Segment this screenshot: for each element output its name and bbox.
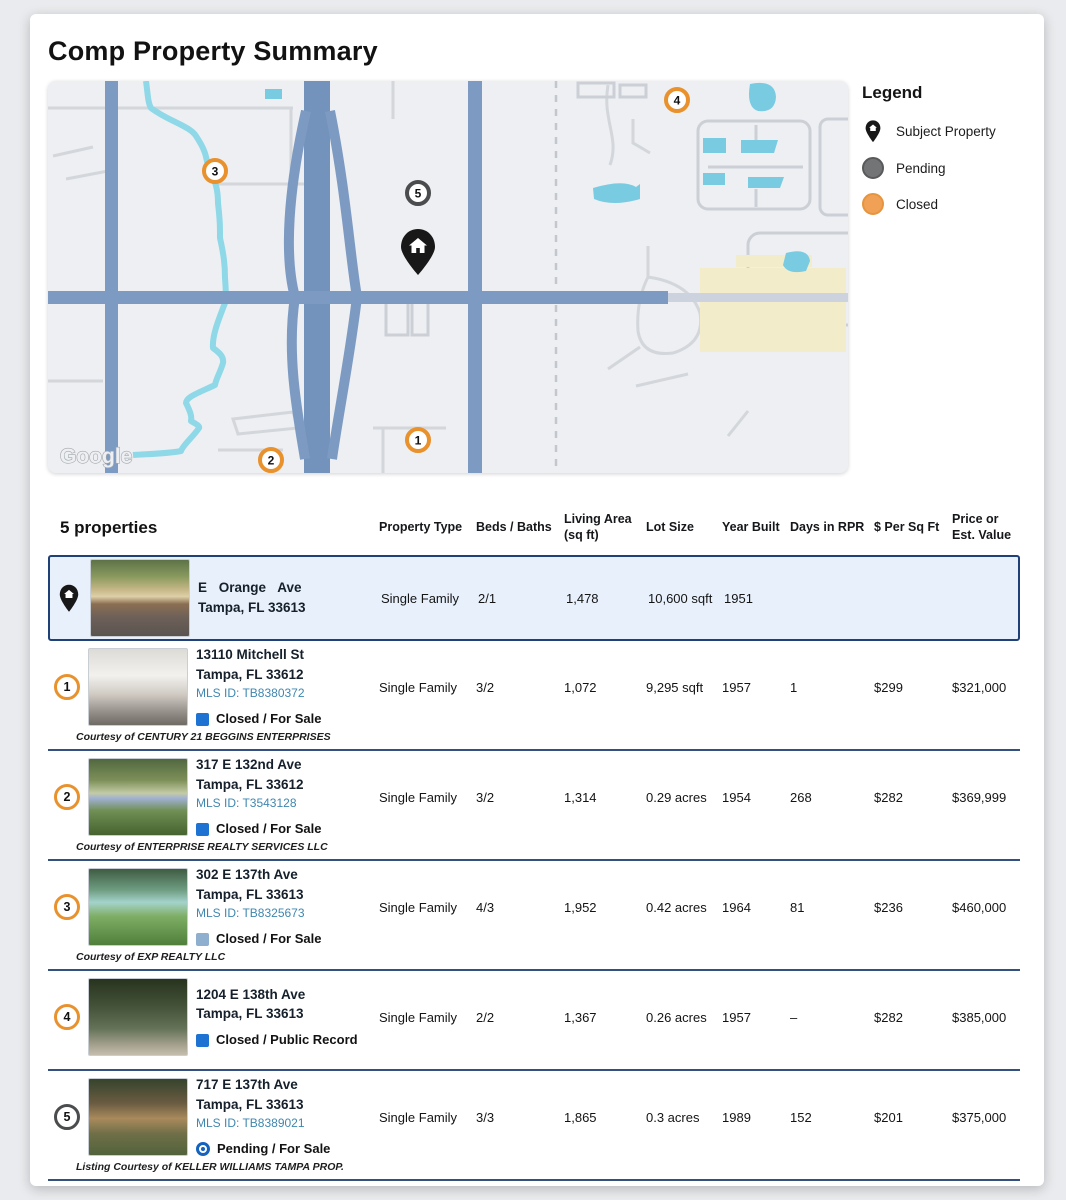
price: $460,000 bbox=[952, 899, 1007, 915]
price: $369,999 bbox=[952, 789, 1007, 805]
legend-item-subject bbox=[862, 119, 1026, 143]
property-photo[interactable] bbox=[88, 758, 188, 836]
price-per-sqft: $236 bbox=[874, 899, 903, 915]
properties-count: 5 properties bbox=[60, 518, 158, 537]
address-line1: 302 E 137th Ave bbox=[196, 867, 298, 883]
svg-text:3: 3 bbox=[211, 164, 219, 179]
beds-baths: 2/2 bbox=[476, 1009, 495, 1025]
property-type: Single Family bbox=[381, 590, 460, 606]
map-legend bbox=[862, 81, 1026, 229]
legend-label-subject: Subject Property bbox=[896, 123, 996, 139]
courtesy-line: Courtesy of CENTURY 21 BEGGINS ENTERPRISES bbox=[76, 731, 331, 743]
map-marker-1[interactable] bbox=[407, 429, 429, 451]
svg-text:4: 4 bbox=[673, 93, 681, 108]
lot-size: 0.26 acres bbox=[646, 1009, 707, 1025]
property-type: Single Family bbox=[379, 679, 458, 695]
lot-size: 10,600 sqft bbox=[648, 590, 713, 606]
living-area: 1,367 bbox=[564, 1009, 597, 1025]
mls-id[interactable]: MLS ID: TB8380372 bbox=[196, 686, 305, 701]
subject-pin-icon bbox=[57, 583, 81, 613]
map-marker-3[interactable] bbox=[204, 160, 226, 182]
property-photo[interactable] bbox=[88, 1078, 188, 1156]
lot-size: 0.3 acres bbox=[646, 1109, 700, 1125]
legend-label-closed: Closed bbox=[896, 196, 939, 212]
svg-text:1: 1 bbox=[414, 433, 422, 448]
col-price-per-sqft: $ Per Sq Ft bbox=[874, 520, 940, 535]
price: $375,000 bbox=[952, 1109, 1007, 1125]
year-built: 1957 bbox=[722, 679, 751, 695]
courtesy-line: Courtesy of ENTERPRISE REALTY SERVICES LLC bbox=[76, 841, 328, 853]
address-line2: Tampa, FL 33612 bbox=[196, 666, 304, 682]
address-line1: E Orange Ave bbox=[198, 580, 302, 596]
address-line2: Tampa, FL 33612 bbox=[196, 776, 304, 792]
marker-badge-5: 5 bbox=[54, 1104, 80, 1130]
address-line2: Tampa, FL 33613 bbox=[196, 1006, 304, 1022]
map-marker-4[interactable] bbox=[666, 89, 688, 111]
price-per-sqft: $299 bbox=[874, 679, 903, 695]
closed-status-icon bbox=[196, 1034, 209, 1047]
col-price: Price or Est. Value bbox=[952, 512, 1012, 542]
pending-status-icon bbox=[196, 1142, 210, 1156]
marker-badge-1: 1 bbox=[54, 674, 80, 700]
beds-baths: 4/3 bbox=[476, 899, 495, 915]
mls-id[interactable]: MLS ID: TB8325673 bbox=[196, 906, 305, 921]
table-header-row bbox=[48, 503, 1020, 555]
subject-property-row[interactable] bbox=[48, 555, 1020, 641]
svg-text:5: 5 bbox=[414, 186, 422, 201]
beds-baths: 3/3 bbox=[476, 1109, 495, 1125]
map-marker-2[interactable] bbox=[260, 449, 282, 471]
days-in-rpr: 152 bbox=[790, 1109, 812, 1125]
lot-size: 9,295 sqft bbox=[646, 679, 704, 695]
map-marker-5[interactable] bbox=[407, 182, 429, 204]
address-line1: 1204 E 138th Ave bbox=[196, 986, 306, 1002]
days-in-rpr: 81 bbox=[790, 899, 805, 915]
status-label: Closed / For Sale bbox=[216, 930, 322, 946]
property-photo[interactable] bbox=[88, 868, 188, 946]
comp-row-1[interactable] bbox=[48, 641, 1020, 751]
closed-status-icon bbox=[196, 823, 209, 836]
beds-baths: 3/2 bbox=[476, 679, 495, 695]
status-label: Pending / For Sale bbox=[217, 1140, 331, 1156]
lot-size: 0.29 acres bbox=[646, 789, 707, 805]
address-line1: 717 E 137th Ave bbox=[196, 1077, 298, 1093]
living-area: 1,952 bbox=[564, 899, 597, 915]
property-photo[interactable] bbox=[88, 648, 188, 726]
property-photo[interactable] bbox=[90, 559, 190, 637]
living-area: 1,478 bbox=[566, 590, 599, 606]
comp-map[interactable] bbox=[48, 81, 848, 473]
property-photo[interactable] bbox=[88, 978, 188, 1056]
status-label: Closed / Public Record bbox=[216, 1031, 358, 1047]
property-type: Single Family bbox=[379, 1009, 458, 1025]
year-built: 1954 bbox=[722, 789, 751, 805]
address-line2: Tampa, FL 33613 bbox=[196, 886, 304, 902]
beds-baths: 3/2 bbox=[476, 789, 495, 805]
pending-dot-icon bbox=[862, 157, 884, 179]
lot-size: 0.42 acres bbox=[646, 899, 707, 915]
year-built: 1957 bbox=[722, 1009, 751, 1025]
price: $385,000 bbox=[952, 1009, 1007, 1025]
svg-text:2: 2 bbox=[267, 453, 275, 468]
address-line1: 317 E 132nd Ave bbox=[196, 757, 302, 773]
legend-label-pending: Pending bbox=[896, 160, 946, 176]
address-line2: Tampa, FL 33613 bbox=[198, 600, 306, 615]
legend-title: Legend bbox=[862, 83, 923, 102]
legend-item-pending bbox=[862, 157, 1026, 179]
status-label: Closed / For Sale bbox=[216, 710, 322, 726]
subject-pin-icon bbox=[862, 119, 884, 143]
col-year-built: Year Built bbox=[722, 520, 780, 535]
days-in-rpr: – bbox=[790, 1009, 798, 1025]
col-property-type: Property Type bbox=[379, 520, 463, 535]
comp-row-5[interactable] bbox=[48, 1071, 1020, 1181]
google-logo: Google bbox=[60, 445, 133, 468]
comp-table bbox=[48, 503, 1020, 1181]
marker-badge-3: 3 bbox=[54, 894, 80, 920]
year-built: 1951 bbox=[724, 590, 753, 606]
property-type: Single Family bbox=[379, 789, 458, 805]
map-canvas bbox=[48, 81, 848, 473]
page-title: Comp Property Summary bbox=[48, 36, 378, 66]
mls-id[interactable]: MLS ID: T3543128 bbox=[196, 796, 297, 811]
days-in-rpr: 1 bbox=[790, 679, 798, 695]
address-line1: 13110 Mitchell St bbox=[196, 647, 305, 663]
closed-status-icon bbox=[196, 713, 209, 726]
col-days-in-rpr: Days in RPR bbox=[790, 520, 865, 535]
year-built: 1989 bbox=[722, 1109, 751, 1125]
comp-row-2[interactable] bbox=[48, 751, 1020, 861]
living-area: 1,865 bbox=[564, 1109, 597, 1125]
marker-badge-4: 4 bbox=[54, 1004, 80, 1030]
courtesy-line: Courtesy of EXP REALTY LLC bbox=[76, 951, 226, 963]
legend-item-closed bbox=[862, 193, 1026, 215]
property-type: Single Family bbox=[379, 1109, 458, 1125]
mls-id[interactable]: MLS ID: TB8389021 bbox=[196, 1116, 305, 1131]
price: $321,000 bbox=[952, 679, 1007, 695]
col-lot-size: Lot Size bbox=[646, 520, 694, 535]
comp-row-3[interactable] bbox=[48, 861, 1020, 971]
comp-row-4[interactable] bbox=[48, 971, 1020, 1071]
comp-summary-card bbox=[30, 14, 1044, 1186]
price-per-sqft: $282 bbox=[874, 789, 903, 805]
col-beds-baths: Beds / Baths bbox=[476, 520, 552, 535]
living-area: 1,314 bbox=[564, 789, 597, 805]
marker-badge-2: 2 bbox=[54, 784, 80, 810]
beds-baths: 2/1 bbox=[478, 590, 497, 606]
closed-dot-icon bbox=[862, 193, 884, 215]
price-per-sqft: $201 bbox=[874, 1109, 903, 1125]
courtesy-line: Listing Courtesy of KELLER WILLIAMS TAMPA PROP. bbox=[76, 1161, 344, 1173]
days-in-rpr: 268 bbox=[790, 789, 812, 805]
price-per-sqft: $282 bbox=[874, 1009, 903, 1025]
commercial-zone bbox=[700, 255, 846, 352]
property-type: Single Family bbox=[379, 899, 458, 915]
address-line2: Tampa, FL 33613 bbox=[196, 1096, 304, 1112]
closed-status-icon bbox=[196, 933, 209, 946]
year-built: 1964 bbox=[722, 899, 751, 915]
living-area: 1,072 bbox=[564, 679, 597, 695]
status-label: Closed / For Sale bbox=[216, 820, 322, 836]
col-living-area: Living Area (sq ft) bbox=[564, 512, 632, 542]
